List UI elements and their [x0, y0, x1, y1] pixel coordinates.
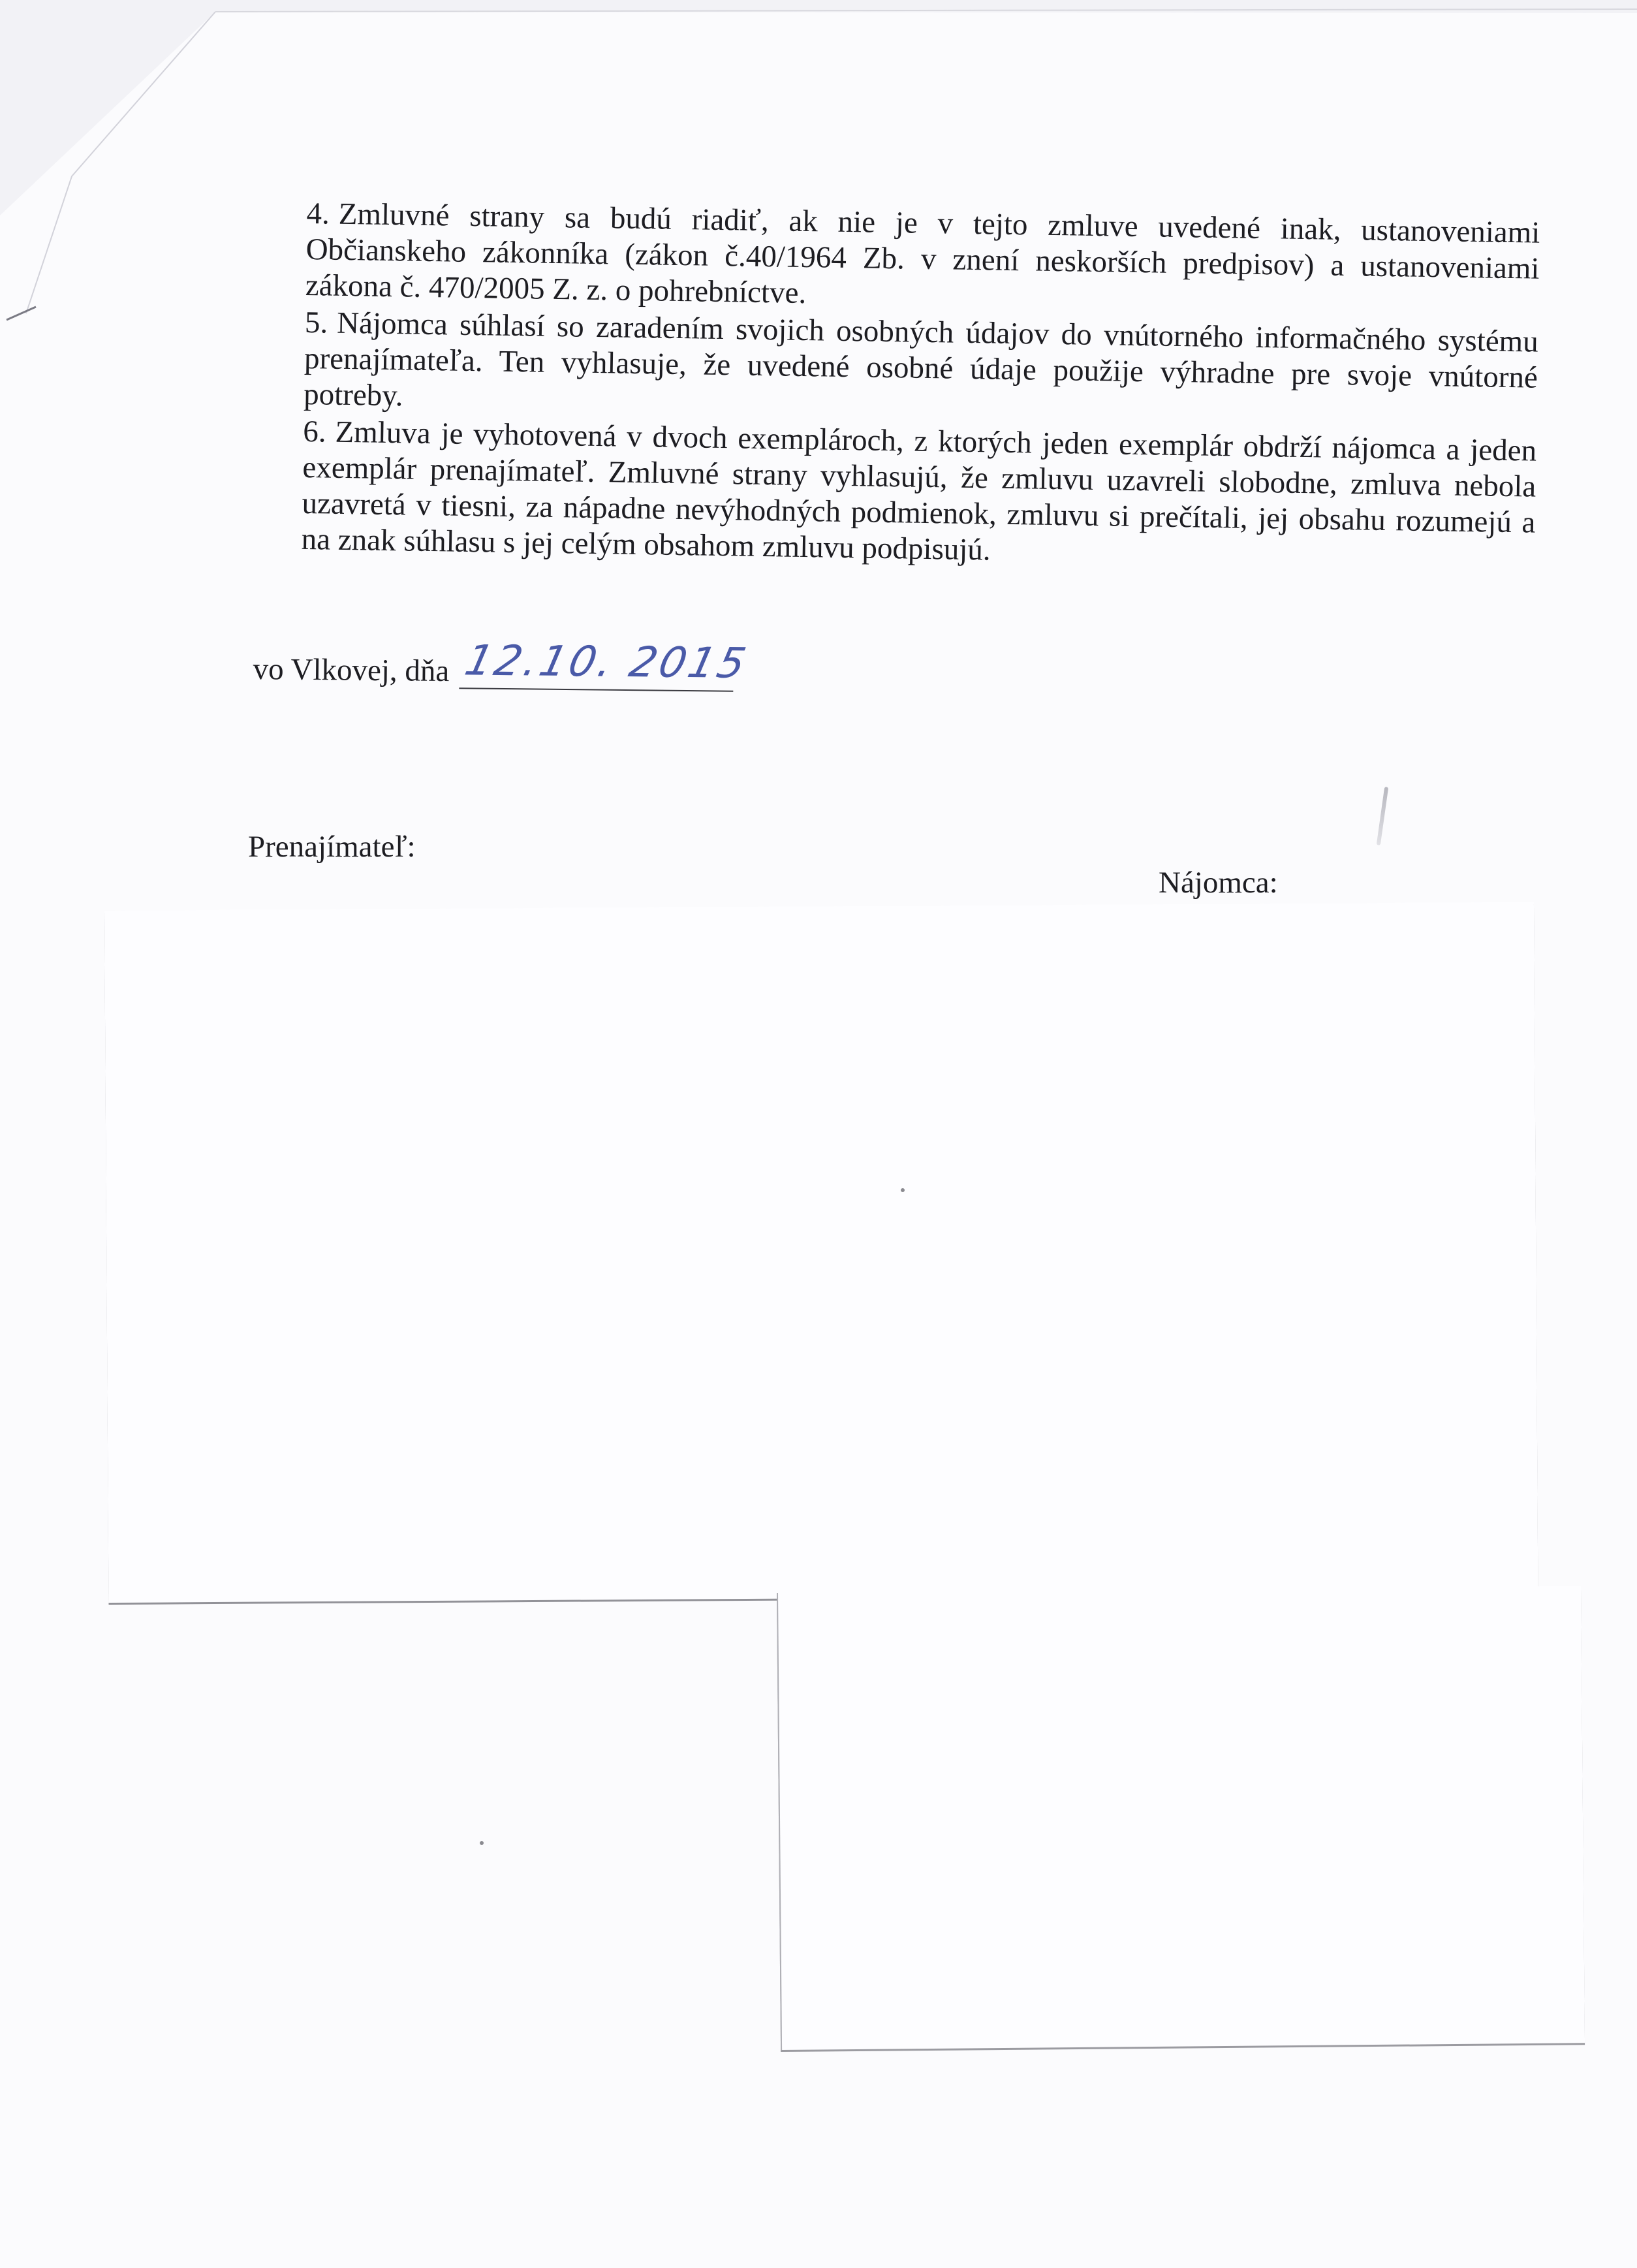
- clause-4: [305, 196, 1540, 323]
- lessor-label: Prenajímateľ:: [248, 830, 416, 864]
- clause-6: [301, 414, 1536, 577]
- place-text: vo Vlkovej, dňa: [253, 652, 450, 689]
- contract-clauses: [301, 196, 1540, 578]
- handwritten-date: 12.10. 2015: [460, 637, 753, 688]
- clause-5: [304, 305, 1538, 432]
- clause-text: Zmluvné strany sa budú riadiť, ak nie je v tejto zmluve uvedené inak, ustanoveniami Občianskeho zákonníka (zákon č.40/1964 Zb. v znení neskorších predpisov) a ustanoveniami zákona č. 470/2005 Z. z. o pohrebníctve.: [305, 197, 1540, 311]
- clause-text: Nájomca súhlasí so zaradením svojich osobných údajov do vnútorného informačného systému prenajímateľa. Ten vyhlasuje, že uvedené osobné údaje použije výhradne pre svoje vnútorné potreby.: [303, 306, 1539, 413]
- scan-speck: [901, 1188, 905, 1192]
- clause-text: Zmluva je vyhotovená v dvoch exemplároch, z ktorých jeden exemplár obdrží nájomca a jeden exemplár prenajímateľ. Zmluvné strany vyhlasujú, že zmluvu uzavreli slobodne, zmluva nebola uzavretá v tiesni, za nápadne nevýhodných podmienok, zmluvu si prečítali, jej obsahu rozumejú a na znak súhlasu s jej celým obsahom zmluvu podpisujú.: [301, 415, 1537, 567]
- clause-number: 5.: [304, 305, 328, 340]
- tenant-label: Nájomca:: [1159, 866, 1278, 900]
- clause-number: 4.: [306, 196, 330, 231]
- date-field: [460, 637, 753, 691]
- covering-paper-sheet-lower: [777, 1586, 1585, 2050]
- scan-speck: [480, 1841, 484, 1845]
- place-and-date: [253, 637, 753, 692]
- clause-number: 6.: [302, 414, 326, 449]
- covering-paper-sheet: [104, 902, 1538, 1603]
